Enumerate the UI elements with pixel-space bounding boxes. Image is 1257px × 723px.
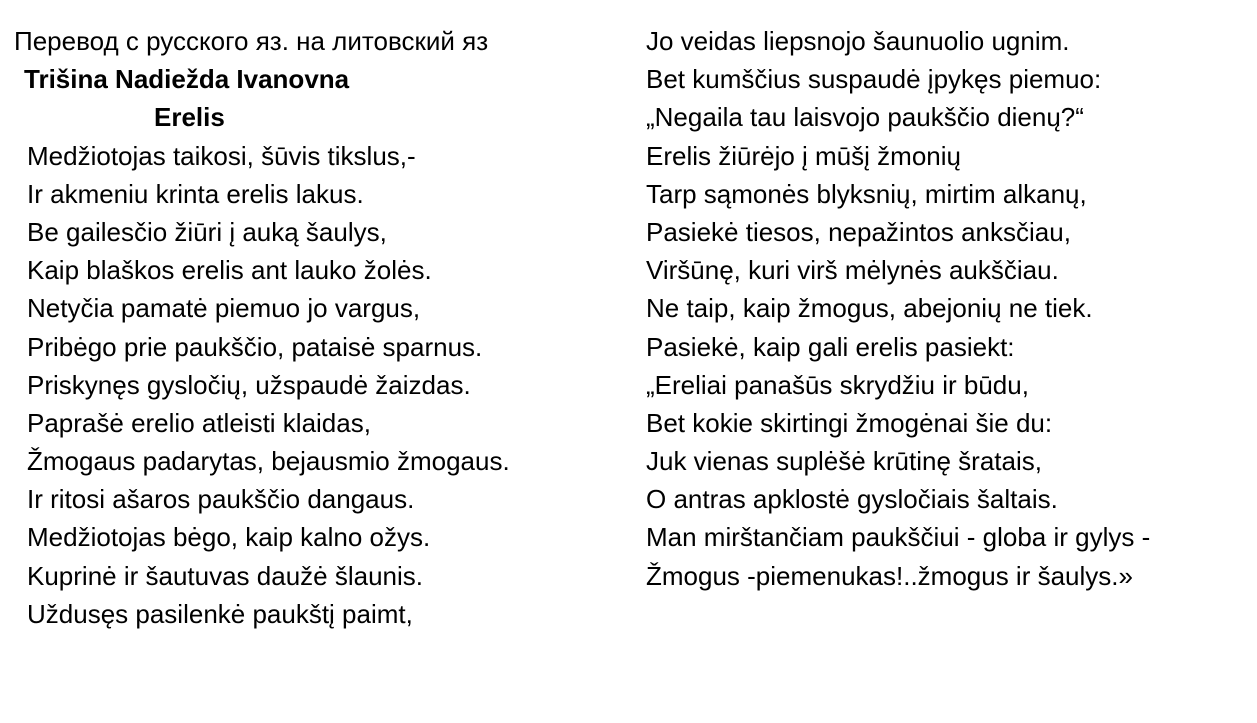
verse-line: Medžiotojas taikosi, šūvis tikslus,-	[27, 140, 416, 171]
verse-line: Kuprinė ir šautuvas daužė šlaunis.	[27, 560, 424, 591]
verse-line: Erelis žiūrėjo į mūšį žmonių	[646, 140, 961, 171]
verse-line: Uždusęs pasilenkė paukštį paimt,	[27, 598, 413, 629]
verse-line: Bet kokie skirtingi žmogėnai šie du:	[646, 407, 1053, 438]
verse-line: Viršūnę, kuri virš mėlynės aukščiau.	[646, 255, 1059, 286]
verse-line: Ne taip, kaip žmogus, abejonių ne tiek.	[646, 293, 1093, 324]
verse-line: Pasiekė tiesos, nepažintos anksčiau,	[646, 216, 1071, 247]
verse-line: „Negaila tau laisvojo paukščio dienų?“	[646, 102, 1084, 133]
verse-line: Netyčia pamatė piemuo jo vargus,	[27, 293, 421, 324]
verse-line: Be gailesčio žiūri į auką šaulys,	[27, 216, 387, 247]
verse-line: Ir akmeniu krinta erelis lakus.	[27, 178, 364, 209]
verse-line: Žmogaus padarytas, bejausmio žmogaus.	[27, 446, 510, 477]
poem-title: Erelis	[154, 102, 225, 133]
verse-line: Jo veidas liepsnojo šaunuolio ugnim.	[646, 26, 1070, 56]
verse-line: Žmogus -piemenukas!..žmogus ir šaulys.»	[646, 560, 1133, 591]
verse-line: Kaip blaškos erelis ant lauko žolės.	[27, 255, 432, 286]
verse-line: O antras apklostė gysločiais šaltais.	[646, 484, 1058, 515]
verse-line: Priskynęs gysločių, užspaudė žaizdas.	[27, 369, 471, 400]
left-column	[14, 22, 614, 633]
right-column	[646, 22, 1236, 595]
author-name: Trišina Nadiežda Ivanovna	[24, 64, 350, 95]
verse-line: Medžiotojas bėgo, kaip kalno ožys.	[27, 522, 431, 553]
verse-line: Pasiekė, kaip gali erelis pasiekt:	[646, 331, 1015, 362]
verse-line: Tarp sąmonės blyksnių, mirtim alkanų,	[646, 178, 1087, 209]
verse-line: Paprašė erelio atleisti klaidas,	[27, 407, 371, 438]
verse-line: „Ereliai panašūs skrydžiu ir būdu,	[646, 369, 1029, 400]
verse-line: Pribėgo prie paukščio, pataisė sparnus.	[27, 331, 483, 362]
verse-line: Ir ritosi ašaros paukščio dangaus.	[27, 484, 415, 515]
verse-line: Juk vienas suplėšė krūtinę šratais,	[646, 446, 1042, 477]
verse-line: Man mirštančiam paukščiui - globa ir gylys -	[646, 522, 1151, 553]
verse-line: Bet kumščius suspaudė įpykęs piemuo:	[646, 64, 1102, 95]
translation-header: Перевод с русского яз. на литовский яз	[14, 26, 489, 56]
